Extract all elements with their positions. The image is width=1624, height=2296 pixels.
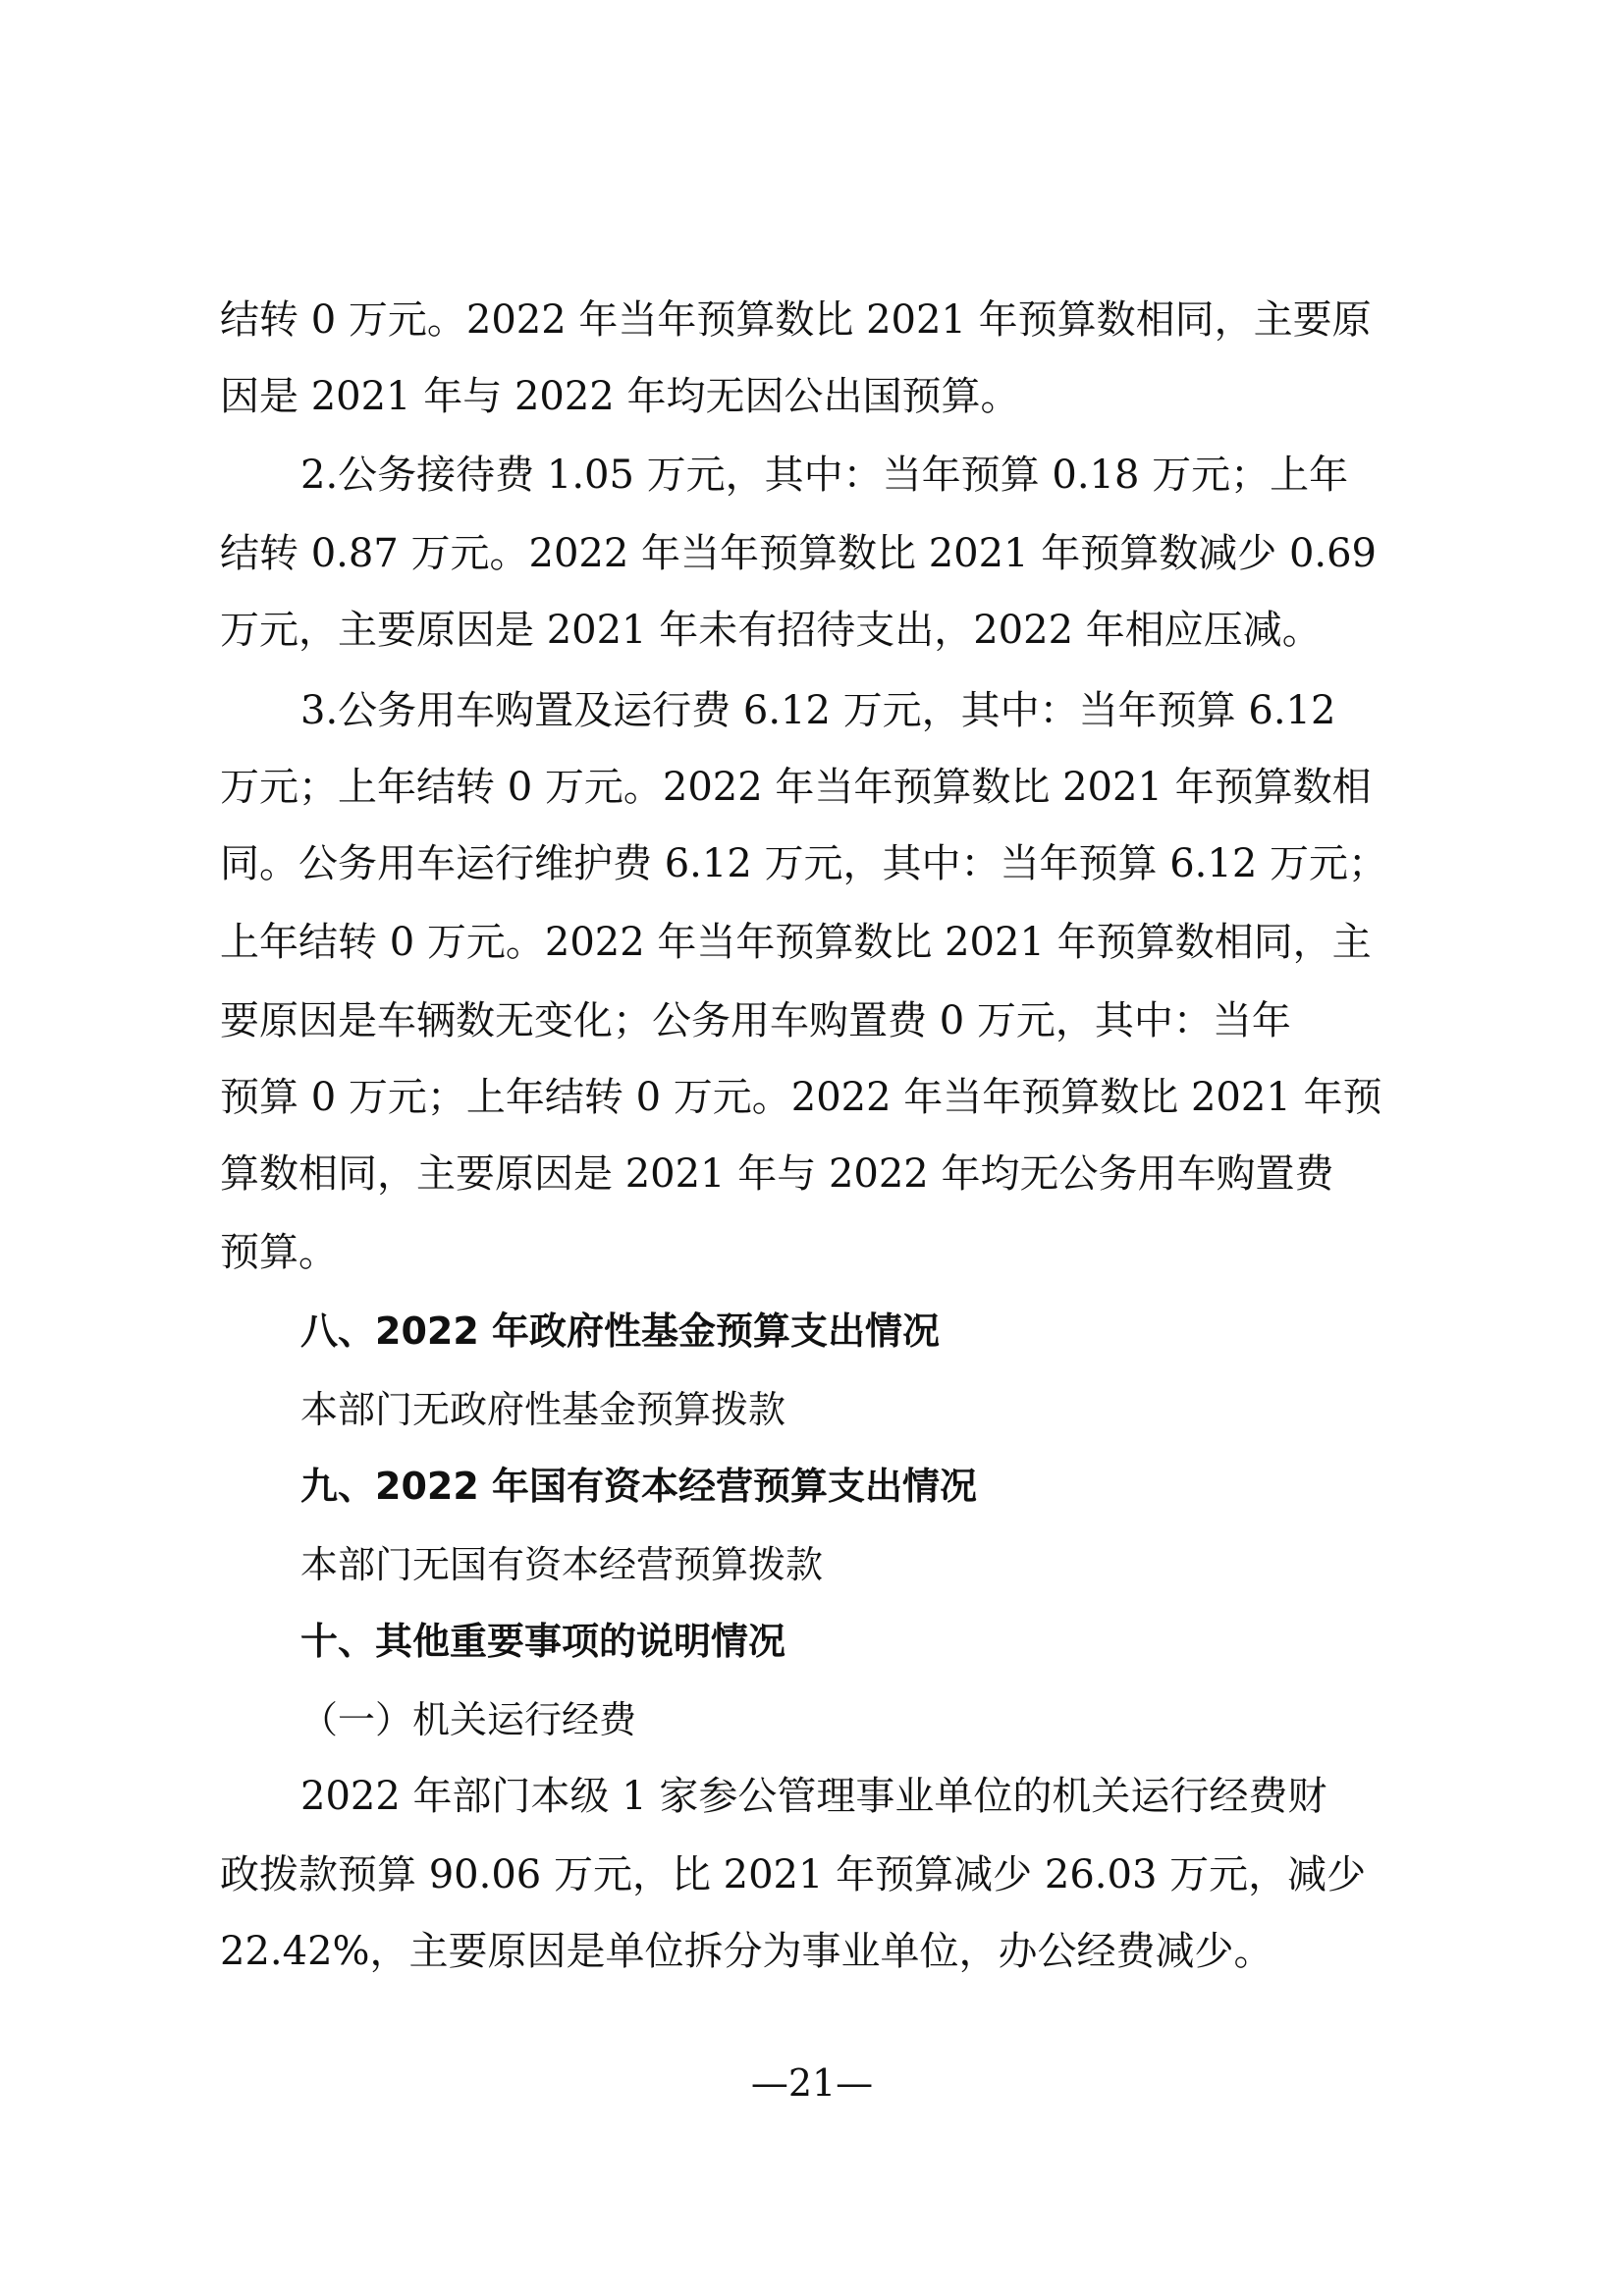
section-body: 本部门无国有资本经营预算拨款 <box>300 1543 824 1586</box>
paragraph-line: 上年结转 0 万元。2022 年当年预算数比 2021 年预算数相同，主 <box>220 920 1372 965</box>
paragraph-line: 预算。 <box>220 1230 338 1275</box>
section-heading: 八、2022 年政府性基金预算支出情况 <box>300 1309 940 1353</box>
section-heading: 九、2022 年国有资本经营预算支出情况 <box>300 1465 977 1508</box>
paragraph-line: 2.公务接待费 1.05 万元，其中：当年预算 0.18 万元；上年 <box>300 453 1349 498</box>
paragraph-line: 2022 年部门本级 1 家参公管理事业单位的机关运行经费财 <box>300 1774 1327 1819</box>
paragraph-line: 结转 0.87 万元。2022 年当年预算数比 2021 年预算数减少 0.69 <box>220 531 1378 576</box>
paragraph-line: 3.公务用车购置及运行费 6.12 万元，其中：当年预算 6.12 <box>300 688 1336 733</box>
section-heading: 十、其他重要事项的说明情况 <box>300 1620 786 1663</box>
paragraph-line: 政拨款预算 90.06 万元，比 2021 年预算减少 26.03 万元，减少 <box>220 1852 1367 1897</box>
section-body: 本部门无政府性基金预算拨款 <box>300 1388 786 1431</box>
paragraph-line: 22.42%，主要原因是单位拆分为事业单位，办公经费减少。 <box>220 1929 1273 1974</box>
page-number: —21— <box>750 2061 874 2105</box>
paragraph-line: 万元；上年结转 0 万元。2022 年当年预算数比 2021 年预算数相 <box>220 765 1372 810</box>
paragraph-line: 预算 0 万元；上年结转 0 万元。2022 年当年预算数比 2021 年预 <box>220 1075 1382 1120</box>
paragraph-line: 算数相同，主要原因是 2021 年与 2022 年均无公务用车购置费 <box>220 1151 1334 1197</box>
paragraph-line: 要原因是车辆数无变化；公务用车购置费 0 万元，其中：当年 <box>220 998 1291 1043</box>
subsection-heading: （一）机关运行经费 <box>300 1698 637 1741</box>
paragraph-line: 因是 2021 年与 2022 年均无因公出国预算。 <box>220 374 1020 419</box>
paragraph-line: 万元，主要原因是 2021 年未有招待支出，2022 年相应压减。 <box>220 608 1322 653</box>
paragraph-line: 同。公务用车运行维护费 6.12 万元，其中：当年预算 6.12 万元； <box>220 841 1387 886</box>
paragraph-line: 结转 0 万元。2022 年当年预算数比 2021 年预算数相同，主要原 <box>220 297 1372 343</box>
